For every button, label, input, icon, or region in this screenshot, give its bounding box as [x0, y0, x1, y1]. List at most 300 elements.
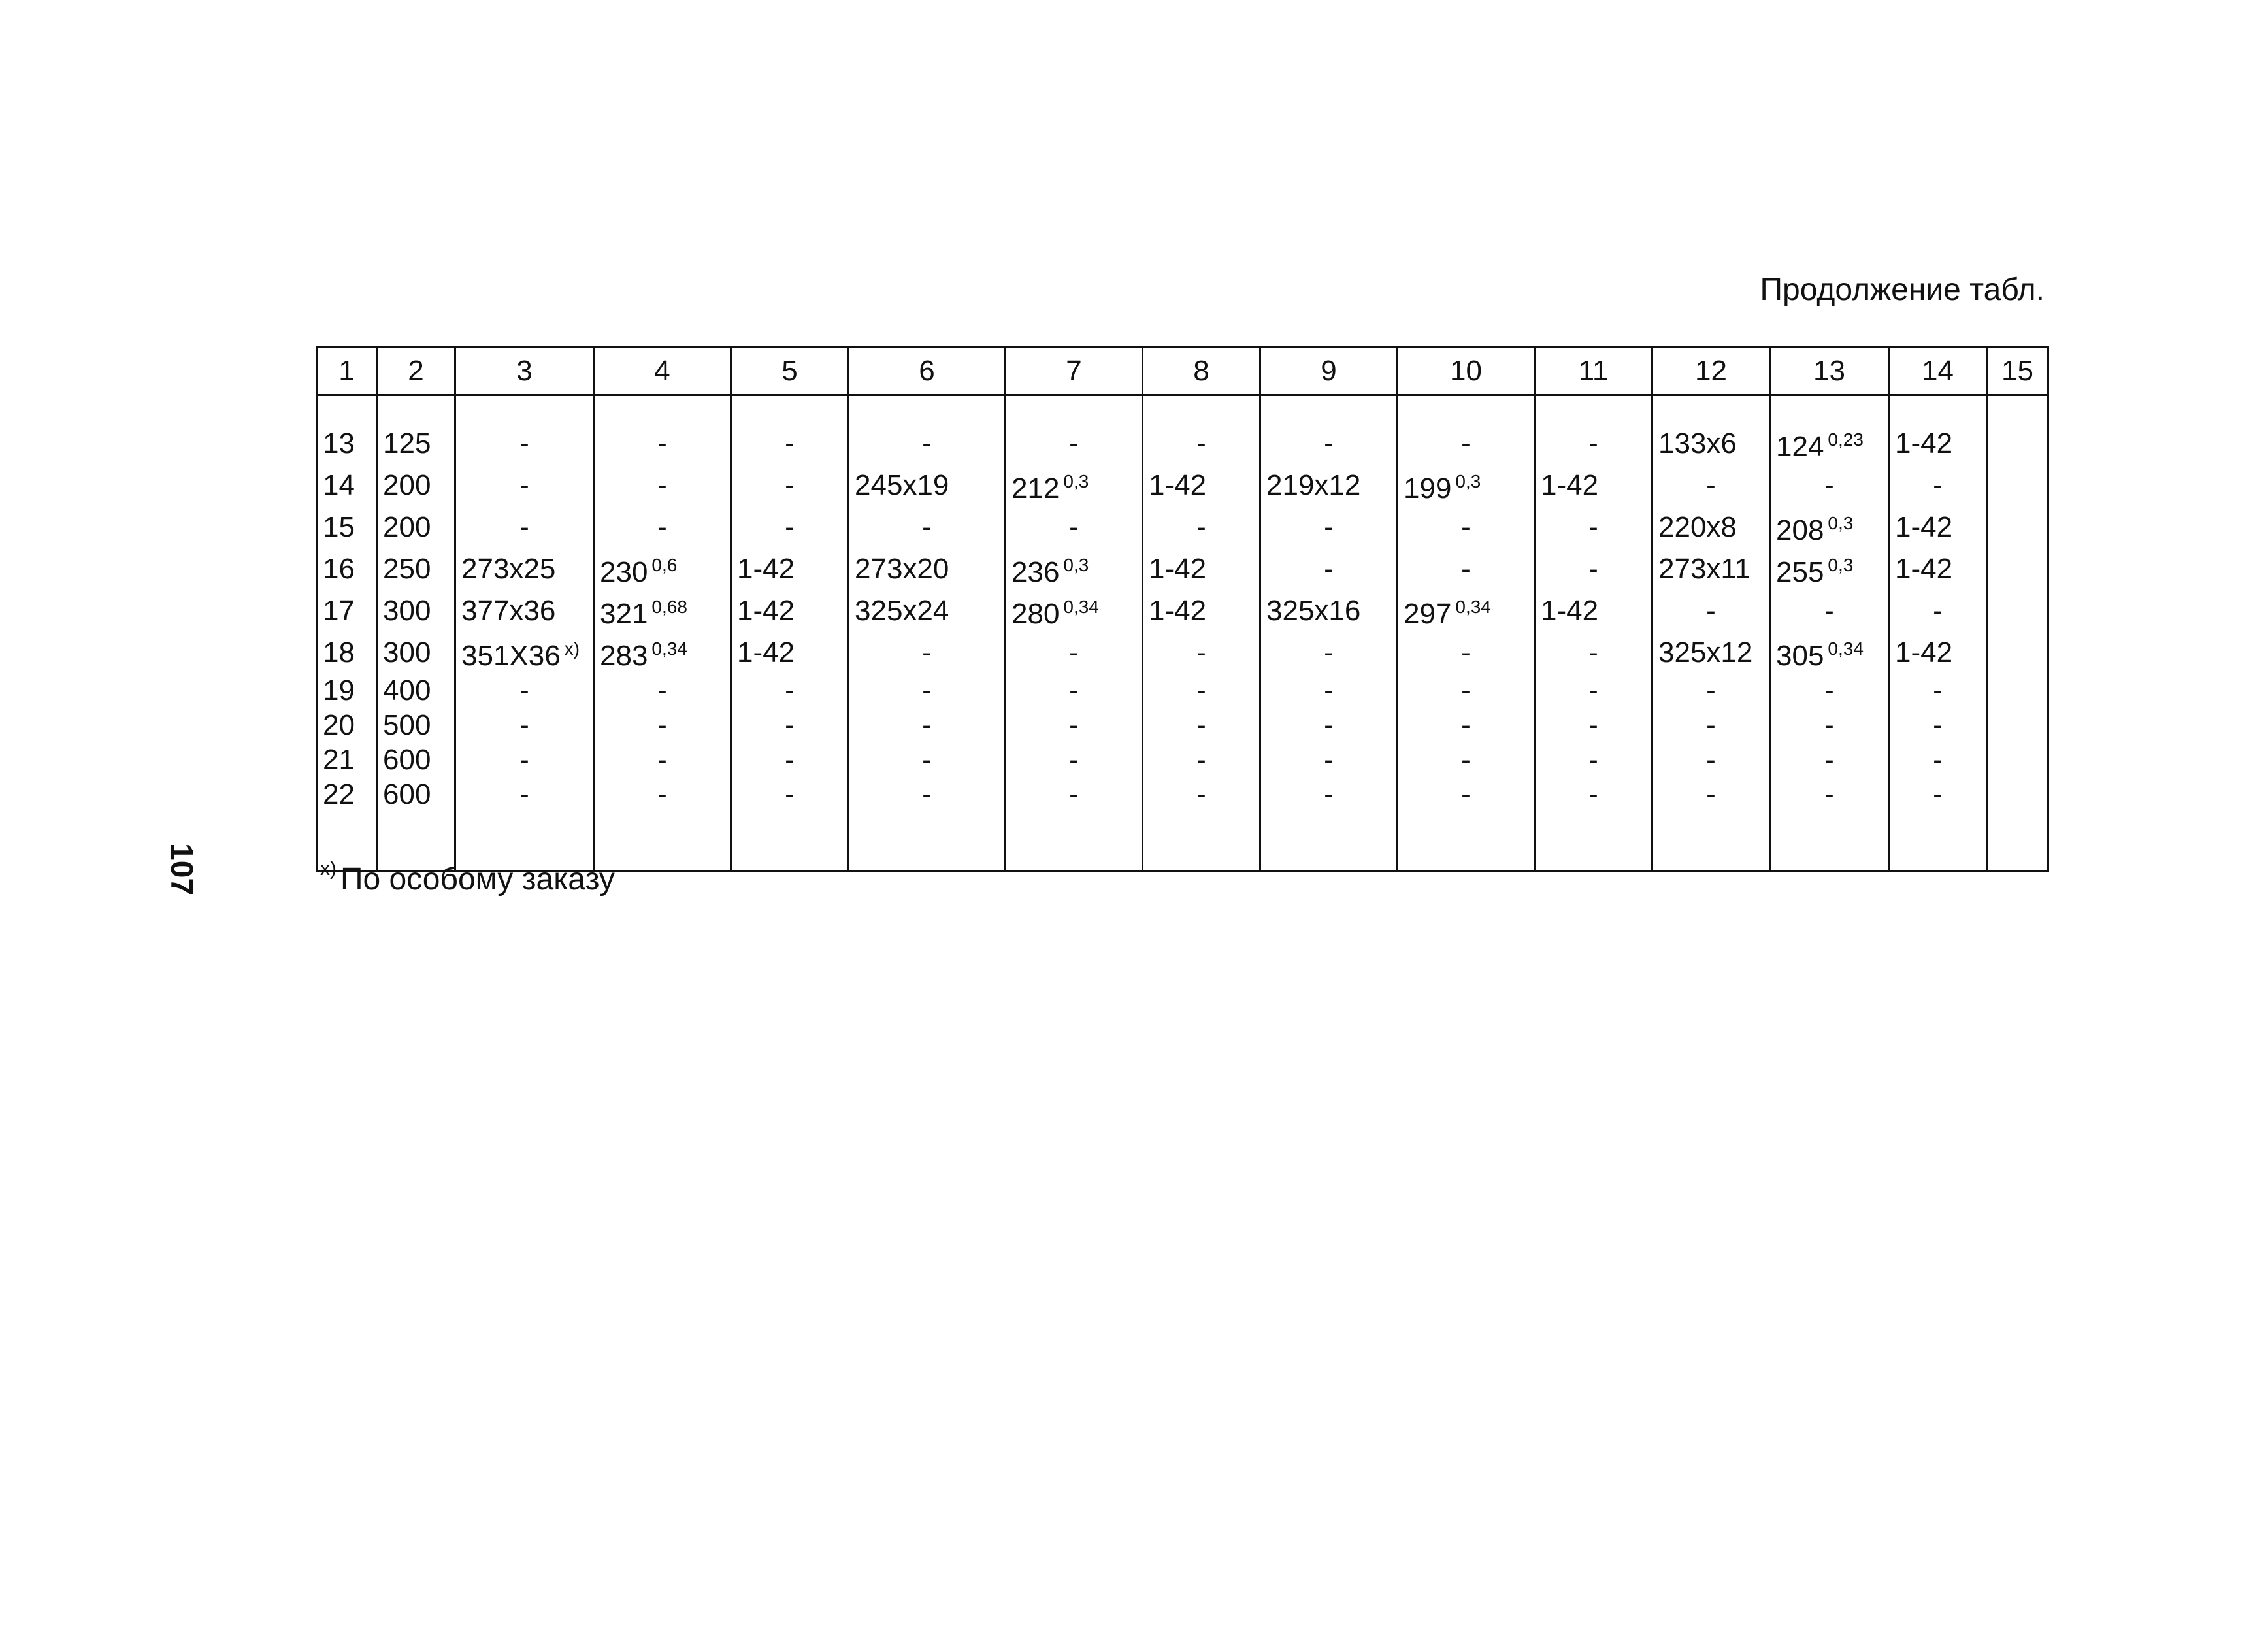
cell-value: - — [1588, 674, 1598, 706]
cell-value: - — [657, 778, 667, 810]
spacer-cell — [1889, 395, 1987, 423]
tail-cell — [1398, 812, 1535, 872]
column-header-12: 12 — [1652, 348, 1770, 395]
cell-value: 377x36 — [461, 594, 556, 627]
cell-value: - — [1706, 594, 1716, 627]
cell-value: - — [519, 510, 529, 543]
column-header-9: 9 — [1260, 348, 1398, 395]
cell-superscript: 0,68 — [651, 597, 687, 617]
table-cell — [1652, 673, 1770, 708]
table-cell — [377, 631, 455, 673]
cell-value: - — [922, 744, 932, 776]
table-cell — [1143, 673, 1260, 708]
table-cell — [1006, 422, 1143, 464]
cell-superscript: x) — [564, 638, 580, 659]
cell-value: 1-42 — [1895, 636, 1953, 669]
cell-value: - — [785, 510, 795, 543]
cell-value: 500 — [383, 709, 431, 741]
cell-value: 255 — [1776, 556, 1824, 588]
cell-value: - — [1069, 427, 1079, 459]
table-cell — [731, 589, 849, 631]
cell-value: - — [1588, 552, 1598, 585]
table-cell — [1006, 464, 1143, 506]
tail-cell — [1770, 812, 1889, 872]
cell-value: 325x24 — [855, 594, 949, 627]
cell-value: - — [1706, 778, 1716, 810]
table-cell — [1987, 506, 2048, 548]
cell-value: - — [1324, 427, 1334, 459]
table-cell — [317, 742, 377, 777]
table-row — [317, 589, 2048, 631]
table-cell — [1652, 422, 1770, 464]
cell-value: 280 — [1011, 598, 1060, 630]
spacer-cell — [377, 395, 455, 423]
cell-value: 1-42 — [1895, 510, 1953, 543]
tail-cell — [1987, 812, 2048, 872]
cell-value: 600 — [383, 744, 431, 776]
table-cell — [731, 422, 849, 464]
footnote-text: По особому заказу — [340, 862, 615, 897]
table-cell — [1260, 548, 1398, 589]
cell-value: - — [519, 778, 529, 810]
cell-value: - — [1069, 709, 1079, 741]
cell-value: 1-42 — [737, 636, 795, 669]
table-cell — [1770, 422, 1889, 464]
cell-value: 283 — [600, 640, 648, 672]
cell-value: - — [1461, 552, 1471, 585]
cell-value: - — [1196, 427, 1206, 459]
cell-value: - — [922, 709, 932, 741]
cell-value: - — [1324, 778, 1334, 810]
table-cell — [1143, 548, 1260, 589]
spacer-cell — [849, 395, 1006, 423]
tail-cell — [849, 812, 1006, 872]
cell-value: 236 — [1011, 556, 1060, 588]
table-cell — [849, 777, 1006, 812]
column-header-2: 2 — [377, 348, 455, 395]
cell-superscript: 0,3 — [1063, 471, 1089, 491]
page-number: 107 — [164, 843, 199, 896]
table-cell — [377, 742, 455, 777]
table-cell — [455, 673, 594, 708]
cell-value: - — [1706, 744, 1716, 776]
cell-value: - — [1588, 510, 1598, 543]
table-cell — [1535, 506, 1652, 548]
table-cell — [455, 777, 594, 812]
table-cell — [1987, 422, 2048, 464]
column-header-13: 13 — [1770, 348, 1889, 395]
table-caption: Продолжение табл. — [1760, 273, 2045, 307]
cell-value: - — [519, 709, 529, 741]
cell-value: 245x19 — [855, 469, 949, 501]
footnote-marker: x) — [320, 858, 337, 880]
table-cell — [1889, 548, 1987, 589]
tail-cell — [1143, 812, 1260, 872]
table-cell — [1006, 673, 1143, 708]
column-header-8: 8 — [1143, 348, 1260, 395]
table-cell — [731, 631, 849, 673]
table-cell — [1987, 742, 2048, 777]
table-cell — [849, 422, 1006, 464]
table-cell — [1652, 708, 1770, 742]
cell-value: 15 — [323, 510, 355, 543]
table-cell — [1652, 589, 1770, 631]
cell-value: - — [1324, 510, 1334, 543]
table-cell — [1006, 708, 1143, 742]
cell-value: - — [1824, 709, 1834, 741]
cell-value: 199 — [1404, 472, 1452, 505]
cell-value: 133x6 — [1658, 427, 1737, 459]
table-cell — [317, 464, 377, 506]
cell-value: - — [657, 510, 667, 543]
cell-value: - — [1196, 510, 1206, 543]
cell-value: 13 — [323, 427, 355, 459]
table-cell — [455, 589, 594, 631]
table-cell — [849, 589, 1006, 631]
table-cell — [1260, 422, 1398, 464]
spacer-row — [317, 395, 2048, 423]
table-cell — [1260, 777, 1398, 812]
cell-value: - — [1588, 636, 1598, 669]
table-cell — [594, 673, 731, 708]
table-cell — [594, 742, 731, 777]
column-header-1: 1 — [317, 348, 377, 395]
tail-cell — [1006, 812, 1143, 872]
table-cell — [1535, 708, 1652, 742]
table-cell — [731, 742, 849, 777]
table-cell — [1987, 777, 2048, 812]
column-header-3: 3 — [455, 348, 594, 395]
table-cell — [1987, 589, 2048, 631]
table-cell — [1398, 708, 1535, 742]
cell-value: - — [1933, 709, 1943, 741]
table-cell — [1652, 631, 1770, 673]
table-row — [317, 548, 2048, 589]
table-row — [317, 777, 2048, 812]
cell-value: - — [657, 709, 667, 741]
table-cell — [1652, 506, 1770, 548]
table-cell — [377, 422, 455, 464]
cell-value: 400 — [383, 674, 431, 706]
column-header-15: 15 — [1987, 348, 2048, 395]
table-cell — [1889, 673, 1987, 708]
table-cell — [1260, 742, 1398, 777]
cell-value: - — [922, 510, 932, 543]
cell-value: - — [1933, 469, 1943, 501]
table-cell — [1987, 673, 2048, 708]
table-cell — [594, 548, 731, 589]
table-cell — [1143, 631, 1260, 673]
cell-value: 18 — [323, 636, 355, 669]
table-cell — [377, 548, 455, 589]
spacer-cell — [1652, 395, 1770, 423]
spacer-cell — [1535, 395, 1652, 423]
table-cell — [1260, 708, 1398, 742]
spacer-cell — [1006, 395, 1143, 423]
cell-value: - — [1461, 709, 1471, 741]
table-cell — [1398, 506, 1535, 548]
data-table — [316, 346, 2049, 872]
table-row — [317, 673, 2048, 708]
table-cell — [594, 777, 731, 812]
column-header-7: 7 — [1006, 348, 1143, 395]
cell-value: - — [1706, 674, 1716, 706]
table-cell — [1889, 464, 1987, 506]
table-cell — [455, 631, 594, 673]
table-cell — [377, 589, 455, 631]
table-cell — [1398, 742, 1535, 777]
table-cell — [377, 506, 455, 548]
table-cell — [1652, 548, 1770, 589]
tail-cell — [1652, 812, 1770, 872]
table-cell — [1535, 589, 1652, 631]
cell-value: - — [1069, 510, 1079, 543]
header-row — [317, 348, 2048, 395]
table-cell — [849, 631, 1006, 673]
tail-cell — [731, 812, 849, 872]
cell-value: 321 — [600, 598, 648, 630]
table-cell — [1398, 548, 1535, 589]
cell-value: - — [1933, 594, 1943, 627]
table-cell — [1889, 708, 1987, 742]
cell-value: 1-42 — [1895, 427, 1953, 459]
cell-value: - — [1461, 778, 1471, 810]
cell-value: 17 — [323, 594, 355, 627]
table-cell — [377, 673, 455, 708]
table-cell — [731, 708, 849, 742]
cell-value: 219x12 — [1266, 469, 1361, 501]
cell-value: - — [785, 744, 795, 776]
table-cell — [317, 422, 377, 464]
table-cell — [377, 777, 455, 812]
table-cell — [1398, 673, 1535, 708]
table-cell — [1535, 673, 1652, 708]
table-cell — [317, 589, 377, 631]
cell-value: - — [1588, 427, 1598, 459]
table-cell — [594, 422, 731, 464]
cell-value: - — [1069, 674, 1079, 706]
cell-value: 20 — [323, 709, 355, 741]
table-cell — [731, 464, 849, 506]
table-cell — [731, 777, 849, 812]
cell-value: - — [1324, 674, 1334, 706]
table-cell — [1535, 548, 1652, 589]
cell-value: - — [1196, 709, 1206, 741]
table-cell — [377, 708, 455, 742]
cell-value: 208 — [1776, 514, 1824, 546]
cell-value: - — [785, 709, 795, 741]
table-cell — [1260, 631, 1398, 673]
cell-value: - — [1069, 636, 1079, 669]
column-header-5: 5 — [731, 348, 849, 395]
table-cell — [1006, 506, 1143, 548]
table-cell — [1889, 777, 1987, 812]
cell-value: - — [785, 674, 795, 706]
table-cell — [317, 506, 377, 548]
cell-value: 273x25 — [461, 552, 556, 585]
cell-value: - — [922, 636, 932, 669]
table-cell — [1535, 742, 1652, 777]
spacer-cell — [1143, 395, 1260, 423]
spacer-cell — [1398, 395, 1535, 423]
cell-value: - — [1196, 778, 1206, 810]
table-cell — [1770, 777, 1889, 812]
table-row — [317, 422, 2048, 464]
cell-value: - — [1933, 674, 1943, 706]
cell-value: - — [1588, 778, 1598, 810]
table-cell — [1652, 777, 1770, 812]
cell-superscript: 0,34 — [651, 638, 687, 659]
table-cell — [455, 708, 594, 742]
table-cell — [731, 506, 849, 548]
cell-value: - — [922, 674, 932, 706]
table-cell — [731, 548, 849, 589]
table-cell — [1535, 464, 1652, 506]
cell-value: - — [785, 427, 795, 459]
table-cell — [1006, 589, 1143, 631]
table-cell — [1770, 708, 1889, 742]
table-cell — [849, 506, 1006, 548]
spacer-cell — [1987, 395, 2048, 423]
cell-value: - — [519, 744, 529, 776]
cell-value: - — [1824, 594, 1834, 627]
table-row — [317, 631, 2048, 673]
table-cell — [1889, 506, 1987, 548]
column-header-11: 11 — [1535, 348, 1652, 395]
table-cell — [1143, 464, 1260, 506]
table-cell — [1398, 777, 1535, 812]
table-cell — [1889, 422, 1987, 464]
cell-value: - — [1196, 744, 1206, 776]
cell-value: 1-42 — [737, 552, 795, 585]
cell-value: - — [657, 744, 667, 776]
cell-value: 220x8 — [1658, 510, 1737, 543]
cell-superscript: 0,3 — [1828, 555, 1854, 575]
table-cell — [1398, 464, 1535, 506]
cell-value: 16 — [323, 552, 355, 585]
table-cell — [1535, 777, 1652, 812]
table-cell — [1889, 742, 1987, 777]
table-row — [317, 742, 2048, 777]
cell-value: - — [1324, 552, 1334, 585]
table-cell — [1770, 589, 1889, 631]
cell-value: 1-42 — [1541, 594, 1599, 627]
cell-value: 273x20 — [855, 552, 949, 585]
cell-value: - — [1824, 778, 1834, 810]
table-cell — [849, 548, 1006, 589]
table-row — [317, 464, 2048, 506]
table-cell — [1260, 506, 1398, 548]
cell-value: - — [1706, 469, 1716, 501]
cell-superscript: 0,34 — [1063, 597, 1099, 617]
table-cell — [1535, 422, 1652, 464]
cell-value: 325x16 — [1266, 594, 1361, 627]
spacer-cell — [594, 395, 731, 423]
table-cell — [1143, 589, 1260, 631]
column-header-4: 4 — [594, 348, 731, 395]
cell-superscript: 0,3 — [1455, 471, 1481, 491]
cell-value: 200 — [383, 510, 431, 543]
table-cell — [594, 708, 731, 742]
table-cell — [455, 548, 594, 589]
table-cell — [1143, 422, 1260, 464]
cell-value: 325x12 — [1658, 636, 1753, 669]
cell-value: - — [1461, 744, 1471, 776]
table-cell — [455, 422, 594, 464]
table-row — [317, 506, 2048, 548]
cell-value: 1-42 — [1149, 469, 1207, 501]
table-row — [317, 708, 2048, 742]
cell-superscript: 0,34 — [1455, 597, 1491, 617]
table-cell — [1652, 464, 1770, 506]
cell-value: 200 — [383, 469, 431, 501]
cell-value: - — [1824, 469, 1834, 501]
cell-value: - — [657, 674, 667, 706]
cell-superscript: 0,23 — [1828, 429, 1864, 450]
cell-value: 1-42 — [1149, 552, 1207, 585]
table-cell — [1770, 631, 1889, 673]
cell-value: - — [1933, 778, 1943, 810]
cell-value: - — [657, 469, 667, 501]
cell-value: 1-42 — [1149, 594, 1207, 627]
cell-value: - — [1324, 709, 1334, 741]
table-cell — [1987, 548, 2048, 589]
cell-value: 305 — [1776, 640, 1824, 672]
cell-value: - — [1461, 510, 1471, 543]
cell-value: - — [1196, 674, 1206, 706]
spacer-cell — [731, 395, 849, 423]
cell-value: 125 — [383, 427, 431, 459]
table-cell — [1398, 631, 1535, 673]
cell-value: - — [785, 778, 795, 810]
table-cell — [1143, 708, 1260, 742]
column-header-10: 10 — [1398, 348, 1535, 395]
table-cell — [455, 464, 594, 506]
cell-value: - — [1324, 744, 1334, 776]
table-cell — [1535, 631, 1652, 673]
table-cell — [1987, 464, 2048, 506]
table-cell — [317, 548, 377, 589]
cell-value: 600 — [383, 778, 431, 810]
cell-value: - — [1588, 744, 1598, 776]
table-cell — [1889, 631, 1987, 673]
table-cell — [849, 464, 1006, 506]
table-cell — [594, 464, 731, 506]
cell-value: - — [1461, 674, 1471, 706]
cell-value: 273x11 — [1658, 552, 1751, 585]
cell-superscript: 0,3 — [1828, 513, 1854, 533]
cell-value: - — [1461, 636, 1471, 669]
table-cell — [1006, 742, 1143, 777]
footnote — [320, 859, 615, 895]
tail-cell — [1535, 812, 1652, 872]
cell-value: - — [1588, 709, 1598, 741]
cell-value: 1-42 — [1541, 469, 1599, 501]
table-cell — [1006, 631, 1143, 673]
table-cell — [317, 631, 377, 673]
table-cell — [1770, 464, 1889, 506]
cell-superscript: 0,6 — [651, 555, 678, 575]
cell-value: 21 — [323, 744, 355, 776]
cell-value: 250 — [383, 552, 431, 585]
table-cell — [1260, 464, 1398, 506]
spacer-cell — [1770, 395, 1889, 423]
tail-cell — [1260, 812, 1398, 872]
cell-superscript: 0,3 — [1063, 555, 1089, 575]
table-cell — [317, 708, 377, 742]
column-header-6: 6 — [849, 348, 1006, 395]
table-cell — [1987, 708, 2048, 742]
